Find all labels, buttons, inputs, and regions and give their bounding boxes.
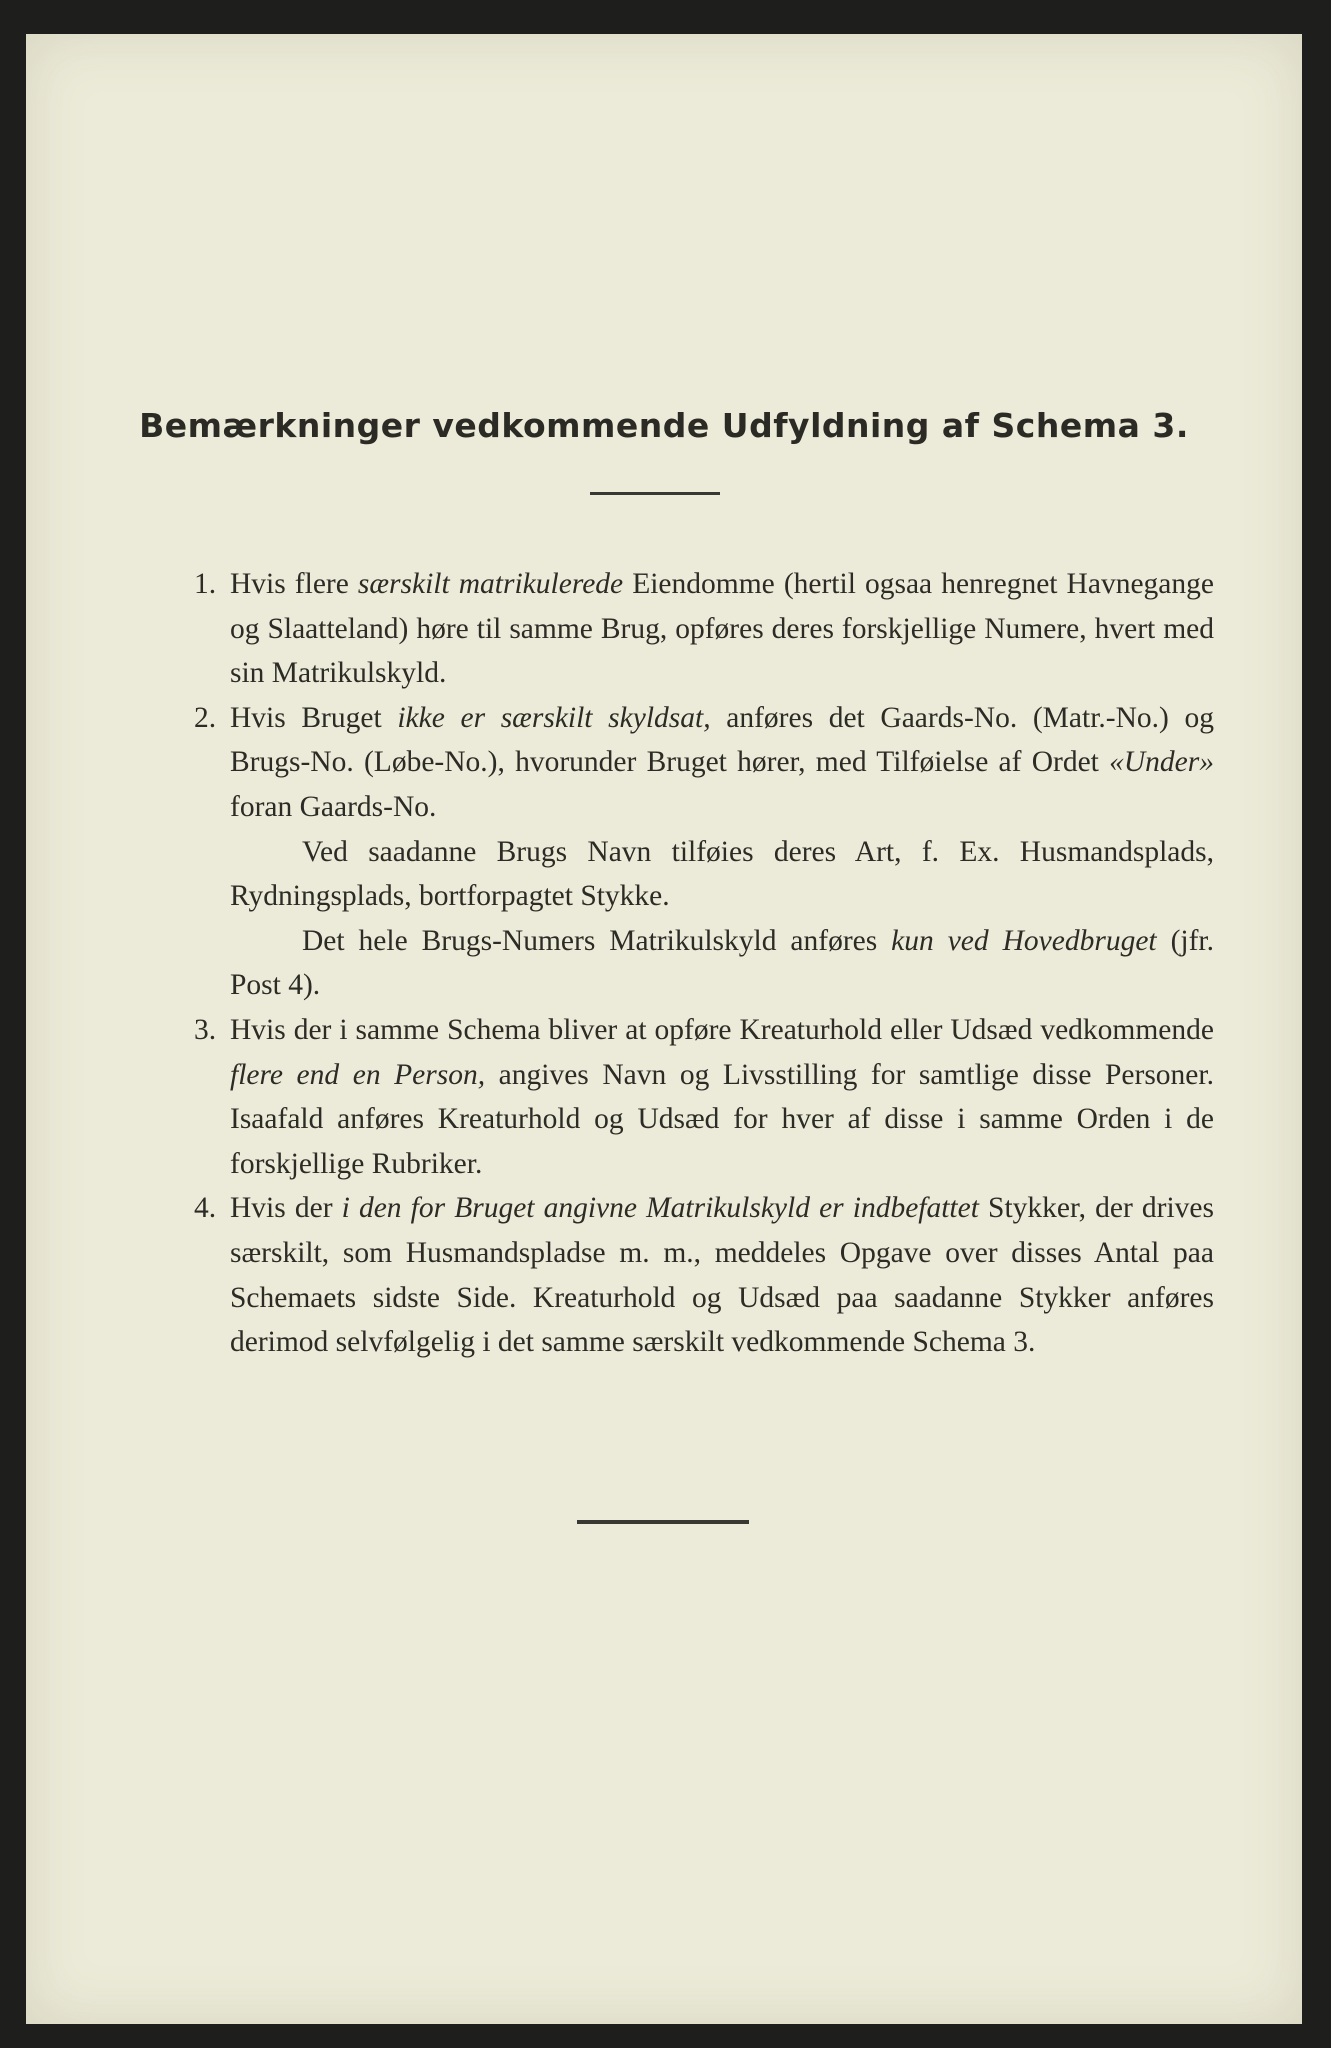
- body-text: Ved saadanne Brugs Navn tilføies deres Art, f. Ex. Husmandsplads, Rydningsplads, bortforpagtet Stykke.: [230, 835, 1214, 913]
- item-paragraph: [230, 919, 1214, 1008]
- instruction-list: [174, 562, 1214, 1365]
- closing-divider: [577, 1520, 749, 1524]
- body-text: Hvis der: [230, 1192, 342, 1225]
- emphasis-text: særskilt matrikulerede: [357, 568, 624, 600]
- body-text: (jfr. Post 4).: [230, 924, 1214, 1002]
- emphasis-text: «Under»: [1109, 746, 1214, 779]
- body-text: Stykker, der drives særskilt, som Husmandspladse m. m., meddeles Opgave over disses Antal paa Schemaets sidste Side. Kreaturhold og Udsæd paa saadanne Stykker anføres derimod selvfølgelig i det samme særskilt vedkommende Schema 3.: [230, 1192, 1214, 1359]
- emphasis-text: kun ved Hovedbruget: [891, 924, 1157, 957]
- item-number: 4.: [194, 1192, 217, 1225]
- emphasis-text: flere end en Person,: [230, 1058, 486, 1091]
- item-number: 3.: [194, 1013, 217, 1046]
- item-number: 1.: [194, 568, 217, 600]
- item-paragraph: [230, 1008, 1214, 1186]
- item-paragraph: [230, 696, 1214, 830]
- body-text: foran Gaards-No.: [230, 790, 437, 823]
- item-paragraph: [230, 830, 1214, 919]
- body-text: Det hele Brugs-Numers Matrikulskyld anføres: [302, 924, 892, 957]
- body-text: Hvis flere: [230, 568, 358, 600]
- instruction-item: [174, 1008, 1214, 1186]
- body-text: Eiendomme (hertil ogsaa henregnet Havnegange og Slaatteland) høre til samme Brug, opføres deres forskjellige Numere, hvert med sin Matrikulskyld.: [230, 568, 1214, 690]
- instruction-item: [174, 562, 1214, 696]
- heading-divider: [590, 492, 720, 495]
- emphasis-text: ikke er særskilt skyldsat,: [397, 701, 711, 734]
- body-text: angives Navn og Livsstilling for samtlige disse Personer. Isaafald anføres Kreaturhold og Udsæd for hver af disse i samme Orden i de forskjellige Rubriker.: [230, 1058, 1214, 1180]
- item-paragraph: [230, 562, 1214, 696]
- instruction-item: [174, 1186, 1214, 1364]
- page-heading: Bemærkninger vedkommende Udfyldning af Schema 3.: [139, 406, 1189, 445]
- instruction-item: [174, 696, 1214, 1008]
- item-paragraph: [230, 1186, 1214, 1364]
- emphasis-text: i den for Bruget angivne Matrikulskyld er indbefattet: [341, 1192, 979, 1225]
- body-text: anføres det Gaards-No. (Matr.-No.) og Brugs-No. (Løbe-No.), hvorunder Bruget hører, med Tilføielse af Ordet: [230, 701, 1214, 779]
- document-page: [26, 34, 1302, 2024]
- body-text: Hvis der i samme Schema bliver at opføre Kreaturhold eller Udsæd vedkommende: [230, 1013, 1214, 1046]
- item-number: 2.: [194, 701, 217, 734]
- body-text: Hvis Bruget: [230, 701, 398, 734]
